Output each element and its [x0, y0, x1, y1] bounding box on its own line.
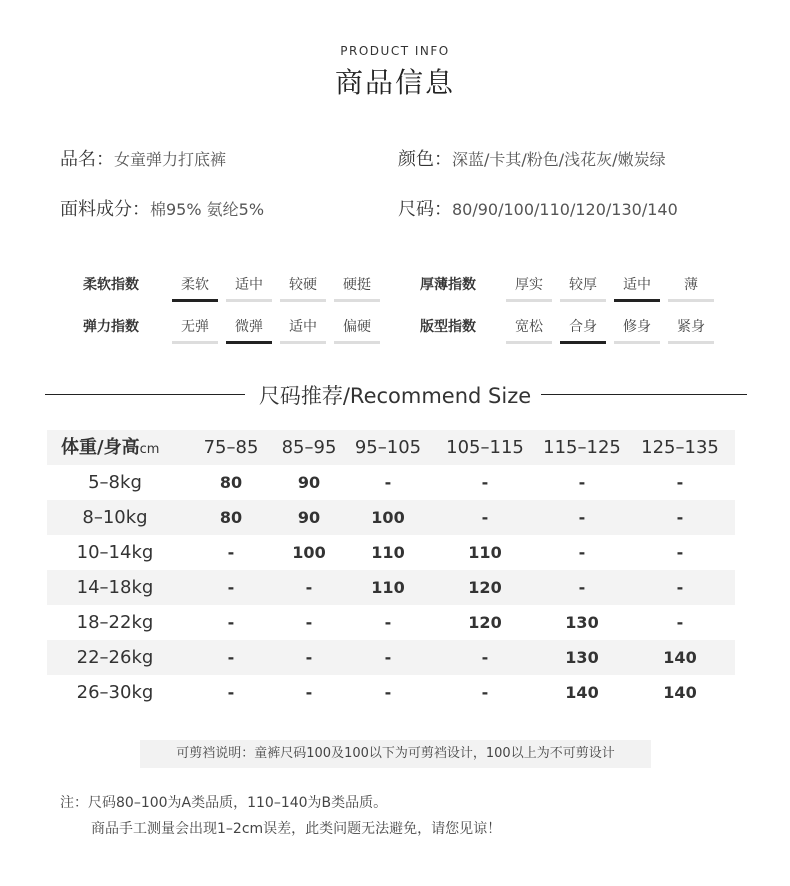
elasticity-option-label: 微弹 [235, 319, 263, 335]
corner-unit: cm [139, 442, 160, 457]
thickness-option-bar [614, 299, 660, 302]
product-fabric-value: 棉95% 氨纶5% [150, 200, 265, 219]
column-header: 75–85 [203, 437, 259, 458]
elasticity-option-bar [226, 341, 272, 344]
elasticity-option-label: 偏硬 [343, 319, 371, 335]
table-header-row [47, 430, 735, 465]
page-title: 商品信息 [334, 66, 455, 99]
fit-option-bar [560, 341, 606, 344]
footnote-line-1 [60, 792, 387, 812]
size-cell: - [227, 683, 235, 702]
thickness-option [560, 274, 606, 302]
column-header: 95–105 [354, 437, 422, 458]
size-cell: - [676, 613, 684, 632]
product-name-label: 品名： [60, 149, 114, 170]
softness-option-label: 适中 [235, 277, 263, 293]
product-size-value: 80/90/100/110/120/130/140 [452, 200, 678, 219]
size-cell: 130 [565, 613, 599, 632]
footnote-label: 注： [60, 795, 88, 811]
size-cell: - [481, 473, 489, 492]
table-row [47, 605, 735, 640]
elasticity-option-bar [280, 341, 326, 344]
size-cell: 80 [219, 508, 243, 527]
size-cell: - [481, 683, 489, 702]
elasticity-option-bar [172, 341, 218, 344]
size-cell: - [578, 578, 586, 597]
elasticity-option [226, 316, 272, 344]
table-corner-header [61, 430, 189, 465]
size-cell: 100 [292, 543, 326, 562]
softness-option [172, 274, 218, 302]
thickness-option-label: 适中 [623, 277, 651, 293]
weight-cell: 26–30kg [76, 682, 154, 703]
elasticity-option [334, 316, 380, 344]
size-cell: 90 [297, 473, 321, 492]
thickness-label: 厚薄指数 [420, 277, 476, 293]
size-section-title [0, 380, 790, 410]
column-header: 105–115 [446, 437, 524, 458]
size-cell: 140 [663, 648, 697, 667]
size-cell: 110 [371, 578, 405, 597]
thickness-option-bar [506, 299, 552, 302]
softness-option-label: 柔软 [181, 277, 209, 293]
size-title-en: Recommend Size [349, 384, 532, 408]
elasticity-option [280, 316, 326, 344]
table-row [47, 640, 735, 675]
thickness-option-label: 厚实 [515, 277, 543, 293]
size-cell: 120 [468, 578, 502, 597]
product-fabric-label: 面料成分： [60, 199, 150, 220]
size-cell: - [481, 508, 489, 527]
size-cell: - [384, 473, 392, 492]
fit-option-bar [614, 341, 660, 344]
size-cell: - [481, 648, 489, 667]
size-cell: 80 [219, 473, 243, 492]
softness-option-bar [172, 299, 218, 302]
size-cell: - [227, 648, 235, 667]
softness-option-bar [334, 299, 380, 302]
softness-option [280, 274, 326, 302]
fit-option-bar [668, 341, 714, 344]
size-cell: - [384, 613, 392, 632]
column-header: 125–135 [641, 437, 719, 458]
elasticity-option-label: 无弹 [181, 319, 209, 335]
size-cell: 140 [565, 683, 599, 702]
size-cell: - [676, 508, 684, 527]
footnote-line-2: 商品手工测量会出现1–2cm误差，此类问题无法避免，请您见谅！ [91, 821, 502, 837]
table-row [47, 675, 735, 710]
fit-option [614, 316, 660, 344]
size-cell: - [305, 613, 313, 632]
product-fabric [60, 195, 264, 221]
fit-option-label: 紧身 [677, 319, 705, 335]
elasticity-label: 弹力指数 [83, 319, 139, 335]
header-subtitle: PRODUCT INFO [340, 44, 450, 58]
size-cell: - [227, 543, 235, 562]
thickness-option [506, 274, 552, 302]
corner-main: 体重/身高 [61, 437, 140, 458]
size-cell: - [384, 648, 392, 667]
softness-option-label: 较硬 [289, 277, 317, 293]
elasticity-option [172, 316, 218, 344]
thickness-option [614, 274, 660, 302]
table-row [47, 500, 735, 535]
thickness-option-bar [668, 299, 714, 302]
table-row [47, 535, 735, 570]
softness-option [334, 274, 380, 302]
size-cell: 110 [371, 543, 405, 562]
product-color [398, 145, 666, 171]
size-cell: 140 [663, 683, 697, 702]
product-color-value: 深蓝/卡其/粉色/浅花灰/嫩炭绿 [452, 150, 666, 169]
size-cell: - [676, 473, 684, 492]
size-cell: - [384, 683, 392, 702]
softness-option-label: 硬挺 [343, 277, 371, 293]
weight-cell: 18–22kg [76, 612, 154, 633]
thickness-option-label: 薄 [684, 277, 698, 293]
size-cell: - [305, 578, 313, 597]
weight-cell: 5–8kg [88, 472, 142, 493]
size-cell: 110 [468, 543, 502, 562]
fit-option-bar [506, 341, 552, 344]
fit-option-label: 宽松 [515, 319, 543, 335]
softness-label: 柔软指数 [83, 277, 139, 293]
size-title-zh: 尺码推荐/ [258, 384, 350, 408]
size-cell: - [676, 543, 684, 562]
fit-option [668, 316, 714, 344]
size-cell: 130 [565, 648, 599, 667]
size-cell: - [578, 508, 586, 527]
table-row [47, 570, 735, 605]
weight-cell: 14–18kg [76, 577, 154, 598]
product-size-label: 尺码： [398, 199, 452, 220]
column-header: 115–125 [543, 437, 621, 458]
size-cell: 120 [468, 613, 502, 632]
product-name [60, 145, 226, 171]
weight-cell: 8–10kg [82, 507, 148, 528]
footnote-text-1: 尺码80–100为A类品质，110–140为B类品质。 [88, 795, 388, 811]
size-cell: - [305, 648, 313, 667]
size-cell: 90 [297, 508, 321, 527]
softness-option [226, 274, 272, 302]
thickness-option-label: 较厚 [569, 277, 597, 293]
weight-cell: 10–14kg [76, 542, 154, 563]
size-cell: - [305, 683, 313, 702]
column-header: 85–95 [281, 437, 337, 458]
fit-option [506, 316, 552, 344]
size-cell: 100 [371, 508, 405, 527]
size-cell: - [578, 473, 586, 492]
product-size [398, 195, 678, 221]
thickness-option-bar [560, 299, 606, 302]
thickness-option [668, 274, 714, 302]
crotch-note: 可剪裆说明：童裤尺码100及100以下为可剪裆设计，100以上为不可剪设计 [140, 740, 651, 768]
size-cell: - [227, 578, 235, 597]
product-color-label: 颜色： [398, 149, 452, 170]
table-row [47, 465, 735, 500]
softness-option-bar [280, 299, 326, 302]
size-cell: - [227, 613, 235, 632]
size-cell: - [578, 543, 586, 562]
fit-label: 版型指数 [420, 319, 476, 335]
fit-option-label: 修身 [623, 319, 651, 335]
size-cell: - [676, 578, 684, 597]
product-name-value: 女童弹力打底裤 [114, 150, 227, 169]
weight-cell: 22–26kg [76, 647, 154, 668]
fit-option [560, 316, 606, 344]
elasticity-option-label: 适中 [289, 319, 317, 335]
fit-option-label: 合身 [569, 319, 597, 335]
elasticity-option-bar [334, 341, 380, 344]
softness-option-bar [226, 299, 272, 302]
